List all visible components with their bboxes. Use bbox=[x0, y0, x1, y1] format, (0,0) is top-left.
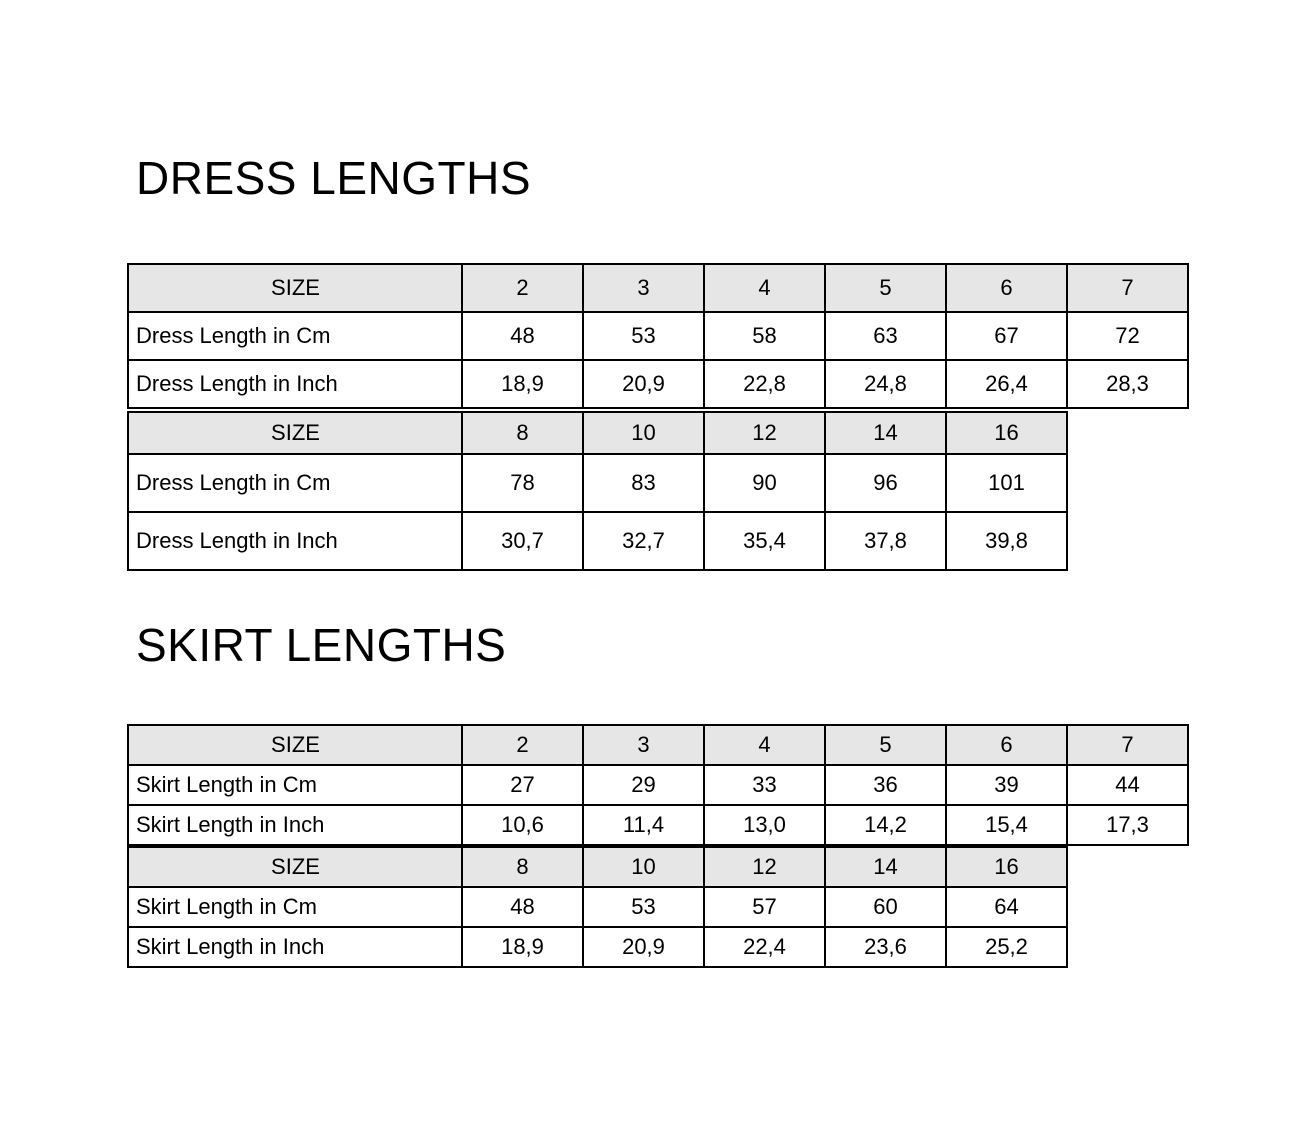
header-cell-size-4: 4 bbox=[704, 725, 825, 765]
table-row bbox=[128, 927, 1067, 967]
cell-value: 64 bbox=[946, 887, 1067, 927]
header-cell-size-8: 8 bbox=[462, 847, 583, 887]
cell-value: 35,4 bbox=[704, 512, 825, 570]
cell-value: 39,8 bbox=[946, 512, 1067, 570]
cell-value: 58 bbox=[704, 312, 825, 360]
cell-value: 18,9 bbox=[462, 360, 583, 408]
header-cell-size-10: 10 bbox=[583, 847, 704, 887]
table bbox=[127, 411, 1068, 571]
row-label: Dress Length in Cm bbox=[128, 454, 462, 512]
header-cell-size-2: 2 bbox=[462, 264, 583, 312]
header-cell-size-6: 6 bbox=[946, 725, 1067, 765]
row-label: Dress Length in Cm bbox=[128, 312, 462, 360]
cell-value: 18,9 bbox=[462, 927, 583, 967]
cell-value: 17,3 bbox=[1067, 805, 1188, 845]
dress-sizes-2-7-table bbox=[127, 263, 1189, 409]
skirt-sizes-8-16-table bbox=[127, 846, 1068, 968]
cell-value: 10,6 bbox=[462, 805, 583, 845]
table-header-row bbox=[128, 725, 1188, 765]
cell-value: 67 bbox=[946, 312, 1067, 360]
skirt-lengths-heading: SKIRT LENGTHS bbox=[136, 619, 507, 671]
cell-value: 30,7 bbox=[462, 512, 583, 570]
header-cell-size: SIZE bbox=[128, 264, 462, 312]
table bbox=[127, 263, 1189, 409]
cell-value: 32,7 bbox=[583, 512, 704, 570]
header-cell-size-14: 14 bbox=[825, 412, 946, 454]
header-cell-size-16: 16 bbox=[946, 412, 1067, 454]
table-row bbox=[128, 805, 1188, 845]
header-cell-size-14: 14 bbox=[825, 847, 946, 887]
header-cell-size-10: 10 bbox=[583, 412, 704, 454]
table-row bbox=[128, 360, 1188, 408]
header-cell-size-12: 12 bbox=[704, 412, 825, 454]
cell-value: 78 bbox=[462, 454, 583, 512]
table-row bbox=[128, 887, 1067, 927]
cell-value: 15,4 bbox=[946, 805, 1067, 845]
skirt-sizes-2-7-table bbox=[127, 724, 1189, 846]
header-cell-size-4: 4 bbox=[704, 264, 825, 312]
cell-value: 14,2 bbox=[825, 805, 946, 845]
cell-value: 96 bbox=[825, 454, 946, 512]
cell-value: 63 bbox=[825, 312, 946, 360]
cell-value: 20,9 bbox=[583, 360, 704, 408]
cell-value: 57 bbox=[704, 887, 825, 927]
cell-value: 13,0 bbox=[704, 805, 825, 845]
header-cell-size-6: 6 bbox=[946, 264, 1067, 312]
cell-value: 53 bbox=[583, 887, 704, 927]
cell-value: 23,6 bbox=[825, 927, 946, 967]
header-cell-size-7: 7 bbox=[1067, 264, 1188, 312]
cell-value: 33 bbox=[704, 765, 825, 805]
table-header-row bbox=[128, 264, 1188, 312]
row-label: Skirt Length in Inch bbox=[128, 805, 462, 845]
cell-value: 90 bbox=[704, 454, 825, 512]
cell-value: 20,9 bbox=[583, 927, 704, 967]
table bbox=[127, 846, 1068, 968]
cell-value: 72 bbox=[1067, 312, 1188, 360]
header-cell-size: SIZE bbox=[128, 725, 462, 765]
cell-value: 11,4 bbox=[583, 805, 704, 845]
cell-value: 25,2 bbox=[946, 927, 1067, 967]
header-cell-size-16: 16 bbox=[946, 847, 1067, 887]
row-label: Dress Length in Inch bbox=[128, 512, 462, 570]
cell-value: 48 bbox=[462, 312, 583, 360]
cell-value: 28,3 bbox=[1067, 360, 1188, 408]
cell-value: 24,8 bbox=[825, 360, 946, 408]
row-label: Skirt Length in Cm bbox=[128, 887, 462, 927]
header-cell-size-7: 7 bbox=[1067, 725, 1188, 765]
cell-value: 37,8 bbox=[825, 512, 946, 570]
header-cell-size-5: 5 bbox=[825, 725, 946, 765]
header-cell-size: SIZE bbox=[128, 412, 462, 454]
table bbox=[127, 724, 1189, 846]
row-label: Dress Length in Inch bbox=[128, 360, 462, 408]
header-cell-size-2: 2 bbox=[462, 725, 583, 765]
row-label: Skirt Length in Inch bbox=[128, 927, 462, 967]
cell-value: 101 bbox=[946, 454, 1067, 512]
header-cell-size: SIZE bbox=[128, 847, 462, 887]
header-cell-size-5: 5 bbox=[825, 264, 946, 312]
cell-value: 48 bbox=[462, 887, 583, 927]
dress-sizes-8-16-table bbox=[127, 411, 1068, 571]
header-cell-size-3: 3 bbox=[583, 264, 704, 312]
table-row bbox=[128, 454, 1067, 512]
cell-value: 60 bbox=[825, 887, 946, 927]
cell-value: 44 bbox=[1067, 765, 1188, 805]
table-header-row bbox=[128, 847, 1067, 887]
cell-value: 53 bbox=[583, 312, 704, 360]
table-row bbox=[128, 765, 1188, 805]
cell-value: 39 bbox=[946, 765, 1067, 805]
cell-value: 36 bbox=[825, 765, 946, 805]
table-header-row bbox=[128, 412, 1067, 454]
row-label: Skirt Length in Cm bbox=[128, 765, 462, 805]
cell-value: 26,4 bbox=[946, 360, 1067, 408]
table-row bbox=[128, 512, 1067, 570]
cell-value: 27 bbox=[462, 765, 583, 805]
cell-value: 83 bbox=[583, 454, 704, 512]
table-row bbox=[128, 312, 1188, 360]
cell-value: 22,4 bbox=[704, 927, 825, 967]
header-cell-size-12: 12 bbox=[704, 847, 825, 887]
cell-value: 22,8 bbox=[704, 360, 825, 408]
cell-value: 29 bbox=[583, 765, 704, 805]
dress-lengths-heading: DRESS LENGTHS bbox=[136, 152, 532, 204]
header-cell-size-3: 3 bbox=[583, 725, 704, 765]
header-cell-size-8: 8 bbox=[462, 412, 583, 454]
